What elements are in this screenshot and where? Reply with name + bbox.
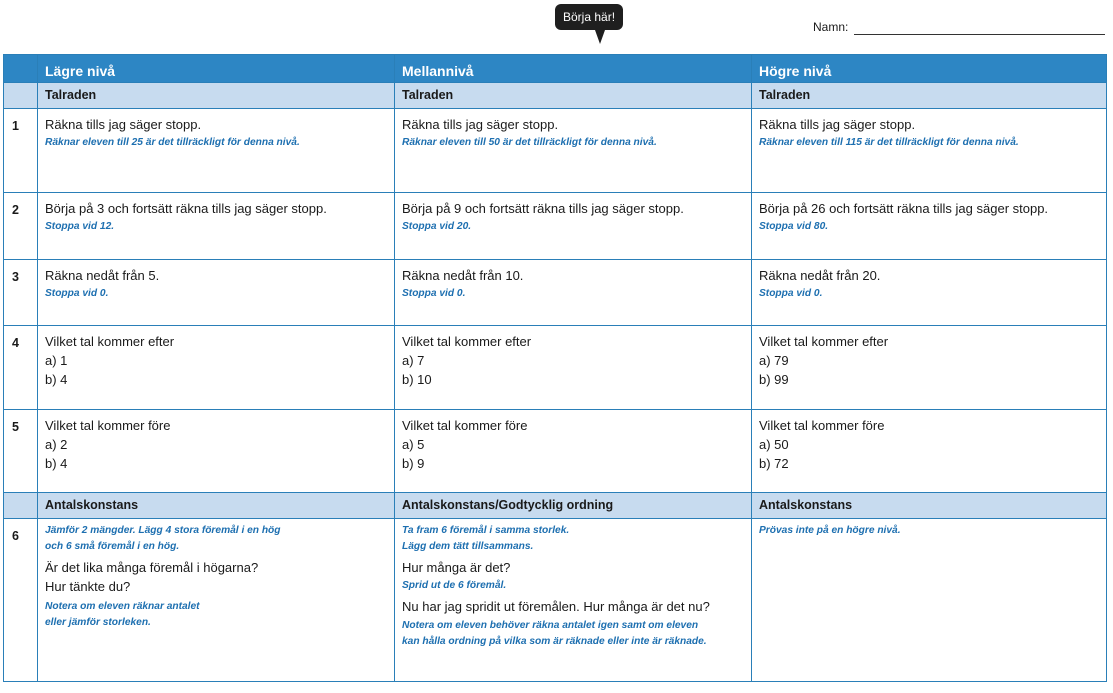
question: Vilket tal kommer efter a) 1 b) 4 [45,334,175,387]
cell-lower [38,193,395,260]
table-row [4,410,1107,493]
note: Räknar eleven till 50 är det tillräckligt för denna nivå. [402,137,657,148]
section-num [4,83,38,109]
column-header-row [4,55,1107,83]
table-row [4,193,1107,260]
column-header-middle: Mellannivå [395,55,752,83]
row6-cell-higher [752,519,1107,682]
section-label: Talraden [38,83,395,109]
table-row [4,260,1107,326]
table-row-6 [4,519,1107,682]
row-number: 1 [4,109,38,193]
note: Stoppa vid 0. [759,288,823,299]
table-row [4,109,1107,193]
question: Börja på 9 och fortsätt räkna tills jag säger stopp. [402,201,684,216]
note: Stoppa vid 20. [402,221,472,232]
section-row-antal [4,493,1107,519]
question: Vilket tal kommer före a) 2 b) 4 [45,418,171,471]
note: Stoppa vid 0. [402,288,466,299]
cell-higher [752,326,1107,410]
cell-middle [395,260,752,326]
row-number: 2 [4,193,38,260]
section-label: Antalskonstans [38,493,395,519]
section-label: Talraden [752,83,1107,109]
question: Räkna tills jag säger stopp. [402,117,559,132]
table-row [4,326,1107,410]
section-label: Talraden [395,83,752,109]
question: Börja på 3 och fortsätt räkna tills jag säger stopp. [45,201,327,216]
start-here-callout: Börja här! [555,4,623,30]
note: Jämför 2 mängder. Lägg 4 stora föremål i en hög och 6 små föremål i en hög. [45,525,281,552]
row-number: 6 [4,519,38,682]
cell-middle [395,326,752,410]
question: Vilket tal kommer efter a) 79 b) 99 [759,334,889,387]
section-label: Antalskonstans [752,493,1107,519]
cell-lower [38,326,395,410]
row6-cell-middle [395,519,752,682]
row-number: 3 [4,260,38,326]
row-number: 5 [4,410,38,493]
note: Stoppa vid 0. [45,288,109,299]
section-row-talraden [4,83,1107,109]
question: Är det lika många föremål i högarna? Hur tänkte du? [45,560,259,594]
cell-lower [38,410,395,493]
note: Notera om eleven behöver räkna antalet igen samt om eleven kan hålla ordning på vilka som är räknade eller inte är räknade. [402,620,707,647]
note: Stoppa vid 12. [45,221,115,232]
question: Räkna nedåt från 5. [45,268,160,283]
note: Prövas inte på en högre nivå. [759,525,901,536]
section-label: Antalskonstans/Godtycklig ordning [395,493,752,519]
question: Hur många är det? [402,560,511,575]
cell-middle [395,193,752,260]
note: Sprid ut de 6 föremål. [402,580,507,591]
question: Räkna nedåt från 10. [402,268,524,283]
note: Ta fram 6 föremål i samma storlek. Lägg dem tätt tillsammans. [402,525,570,552]
cell-higher [752,109,1107,193]
question: Vilket tal kommer efter a) 7 b) 10 [402,334,532,387]
question: Räkna tills jag säger stopp. [759,117,916,132]
cell-lower [38,109,395,193]
cell-lower [38,260,395,326]
cell-higher [752,410,1107,493]
cell-middle [395,410,752,493]
column-header-lower: Lägre nivå [38,55,395,83]
assessment-table [3,54,1107,682]
row-number: 4 [4,326,38,410]
cell-middle [395,109,752,193]
section-num [4,493,38,519]
note: Räknar eleven till 25 är det tillräckligt för denna nivå. [45,137,300,148]
column-header-higher: Högre nivå [752,55,1107,83]
question: Börja på 26 och fortsätt räkna tills jag säger stopp. [759,201,1049,216]
question: Vilket tal kommer före a) 5 b) 9 [402,418,528,471]
cell-higher [752,260,1107,326]
question: Räkna tills jag säger stopp. [45,117,202,132]
question: Räkna nedåt från 20. [759,268,881,283]
header-num [4,55,38,83]
note: Notera om eleven räknar antalet eller jämför storleken. [45,601,200,628]
note: Stoppa vid 80. [759,221,829,232]
question: Nu har jag spridit ut föremålen. Hur många är det nu? [402,599,710,614]
note: Räknar eleven till 115 är det tillräckligt för denna nivå. [759,137,1019,148]
question: Vilket tal kommer före a) 50 b) 72 [759,418,885,471]
name-line [854,34,1105,35]
name-label: Namn: [813,20,849,34]
row6-cell-lower [38,519,395,682]
cell-higher [752,193,1107,260]
